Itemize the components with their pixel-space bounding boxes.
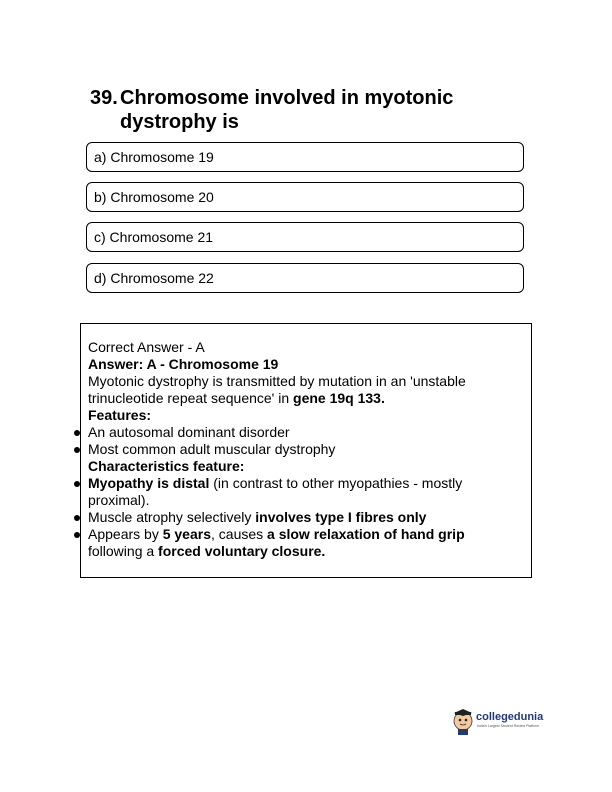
char2-bold: involves type I fibres only [255, 509, 427, 525]
option-d[interactable] [86, 263, 524, 293]
option-label: c) Chromosome 21 [94, 229, 214, 245]
option-a[interactable] [86, 142, 524, 172]
char2-pre: Muscle atrophy selectively [88, 509, 256, 525]
explanation-gene: gene 19q 133. [293, 390, 385, 406]
features-heading: Features: [88, 407, 152, 423]
char3-mid2: following a [88, 543, 159, 559]
characteristic-item [88, 475, 518, 509]
question-heading [90, 86, 510, 134]
characteristic-item [88, 509, 518, 526]
answer-content [88, 339, 518, 560]
char3-bold3: forced voluntary closure. [158, 543, 326, 559]
explanation-text: Myotonic dystrophy is transmitted by mutation in an 'unstable trinucleotide repeat sequence' in [88, 373, 466, 406]
explanation [88, 373, 518, 407]
question-text: Chromosome involved in myotonic dystrophy is [120, 87, 454, 133]
char1-rest: (in contrast to other myopathies - mostly proximal). [88, 475, 463, 508]
feature-item: Most common adult muscular dystrophy [88, 441, 518, 458]
option-label: d) Chromosome 22 [94, 270, 214, 286]
char3-mid: , causes [211, 526, 268, 542]
logo-tagline: India's Largest Student Review Platform [477, 724, 540, 728]
answer-line: Answer: A - Chromosome 19 [88, 356, 279, 372]
char3-bold1: 5 years [162, 526, 211, 542]
logo-wordmark: collegedunia [476, 711, 544, 723]
option-c[interactable] [86, 222, 524, 252]
characteristic-item [88, 526, 518, 560]
option-label: b) Chromosome 20 [94, 189, 214, 205]
question-number: 39. [90, 87, 118, 109]
characteristics-heading: Characteristics feature: [88, 458, 245, 474]
feature-item: An autosomal dominant disorder [88, 424, 518, 441]
graduate-mascot-icon [454, 709, 472, 735]
char3-bold2: a slow relaxation of hand grip [267, 526, 465, 542]
char3-pre: Appears by [88, 526, 163, 542]
option-b[interactable] [86, 182, 524, 212]
option-label: a) Chromosome 19 [94, 149, 214, 165]
correct-answer-line: Correct Answer - A [88, 339, 205, 355]
char1-bold: Myopathy is distal [88, 475, 210, 491]
